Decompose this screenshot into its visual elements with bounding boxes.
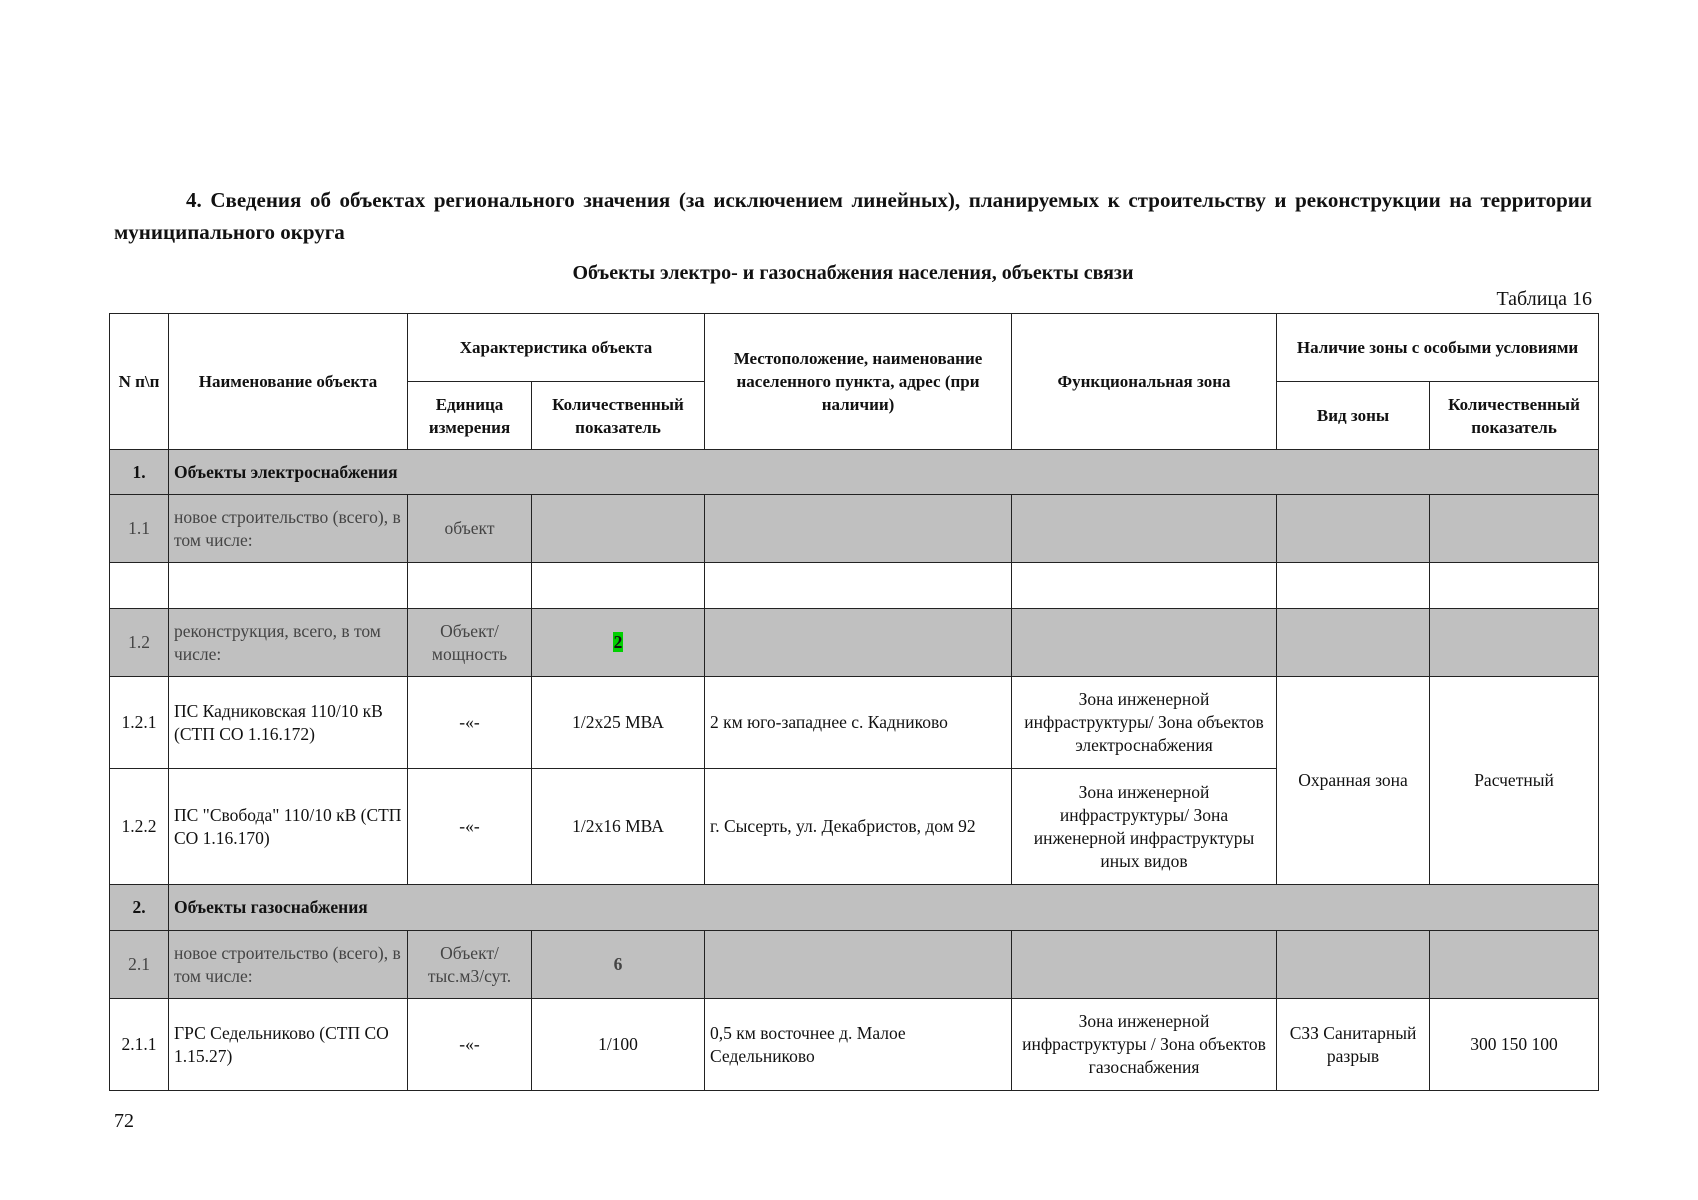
- row-num: 1.2.2: [110, 769, 169, 885]
- row-func-zone: Зона инженерной инфраструктуры/ Зона объектов электроснабжения: [1012, 677, 1277, 769]
- row-name: ГРС Седельниково (СТП СО 1.15.27): [169, 999, 408, 1091]
- row-zone-quantity: [1430, 609, 1599, 677]
- row-quantity: [532, 609, 705, 677]
- header-num: N п\п: [110, 314, 169, 450]
- highlighted-value: 2: [613, 632, 623, 652]
- empty-cell: [110, 563, 169, 609]
- row-zone-quantity: Расчетный: [1430, 677, 1599, 885]
- row-location: [705, 495, 1012, 563]
- row-name: ПС "Свобода" 110/10 кВ (СТП СО 1.16.170): [169, 769, 408, 885]
- row-location: [705, 931, 1012, 999]
- header-location: Местоположение, наименование населенного пункта, адрес (при наличии): [705, 314, 1012, 450]
- section-row-gas: [110, 885, 1599, 931]
- row-zone-type: Охранная зона: [1277, 677, 1430, 885]
- section-num: 1.: [110, 450, 169, 495]
- table-subheading: Объекты электро- и газоснабжения населения, объекты связи: [572, 262, 1134, 284]
- section-heading: 4. Сведения об объектах регионального значения (за исключением линейных), планируемых к строительству и реконструкции на территории муниципального округа: [114, 188, 1592, 244]
- row-quantity: 1/2х16 МВА: [532, 769, 705, 885]
- row-unit: -«-: [408, 769, 532, 885]
- row-num: 2.1.1: [110, 999, 169, 1091]
- row-zone-type: [1277, 931, 1430, 999]
- table-row: [110, 677, 1599, 769]
- section-title: Объекты электроснабжения: [169, 450, 1599, 495]
- row-quantity: 6: [532, 931, 705, 999]
- header-zone-type: Вид зоны: [1277, 382, 1430, 450]
- row-unit: Объект/ тыс.м3/сут.: [408, 931, 532, 999]
- row-location: г. Сысерть, ул. Декабристов, дом 92: [705, 769, 1012, 885]
- row-num: 1.1: [110, 495, 169, 563]
- section-num: 2.: [110, 885, 169, 931]
- row-func-zone: [1012, 495, 1277, 563]
- header-name: Наименование объекта: [169, 314, 408, 450]
- row-location: [705, 609, 1012, 677]
- row-unit: Объект/ мощность: [408, 609, 532, 677]
- row-quantity: 1/2х25 МВА: [532, 677, 705, 769]
- empty-cell: [1277, 563, 1430, 609]
- table-row: [110, 931, 1599, 999]
- row-name: ПС Кадниковская 110/10 кВ (СТП СО 1.16.172): [169, 677, 408, 769]
- empty-cell: [1012, 563, 1277, 609]
- row-num: 2.1: [110, 931, 169, 999]
- empty-cell: [1430, 563, 1599, 609]
- row-quantity: [532, 495, 705, 563]
- table-row-empty: [110, 563, 1599, 609]
- header-characteristic: Характеристика объекта: [408, 314, 705, 382]
- header-special-zone: Наличие зоны с особыми условиями: [1277, 314, 1599, 382]
- header-zone-quantity: Количественный показатель: [1430, 382, 1599, 450]
- empty-cell: [408, 563, 532, 609]
- row-quantity: 1/100: [532, 999, 705, 1091]
- row-zone-type: СЗЗ Санитарный разрыв: [1277, 999, 1430, 1091]
- header-func-zone: Функциональная зона: [1012, 314, 1277, 450]
- row-location: 0,5 км восточнее д. Малое Седельниково: [705, 999, 1012, 1091]
- objects-table: [109, 313, 1599, 1091]
- row-zone-type: [1277, 609, 1430, 677]
- empty-cell: [705, 563, 1012, 609]
- header-unit: Единица измерения: [408, 382, 532, 450]
- row-zone-quantity: [1430, 931, 1599, 999]
- section-row-electro: [110, 450, 1599, 495]
- header-row-1: [110, 314, 1599, 382]
- row-zone-type: [1277, 495, 1430, 563]
- row-name: новое строительство (всего), в том числе:: [169, 931, 408, 999]
- section-title: Объекты газоснабжения: [169, 885, 1599, 931]
- empty-cell: [532, 563, 705, 609]
- table-caption: Таблица 16: [1496, 288, 1592, 310]
- row-zone-quantity: [1430, 495, 1599, 563]
- row-unit: -«-: [408, 677, 532, 769]
- row-func-zone: [1012, 931, 1277, 999]
- row-unit: объект: [408, 495, 532, 563]
- row-func-zone: Зона инженерной инфраструктуры / Зона объектов газоснабжения: [1012, 999, 1277, 1091]
- row-func-zone: [1012, 609, 1277, 677]
- row-num: 1.2: [110, 609, 169, 677]
- row-location: 2 км юго-западнее с. Кадниково: [705, 677, 1012, 769]
- table-row: [110, 609, 1599, 677]
- row-name: новое строительство (всего), в том числе:: [169, 495, 408, 563]
- page-number: 72: [114, 1110, 134, 1132]
- empty-cell: [169, 563, 408, 609]
- row-zone-quantity: 300 150 100: [1430, 999, 1599, 1091]
- row-num: 1.2.1: [110, 677, 169, 769]
- row-unit: -«-: [408, 999, 532, 1091]
- table-row: [110, 999, 1599, 1091]
- row-name: реконструкция, всего, в том числе:: [169, 609, 408, 677]
- header-quantity: Количественный показатель: [532, 382, 705, 450]
- row-func-zone: Зона инженерной инфраструктуры/ Зона инженерной инфраструктуры иных видов: [1012, 769, 1277, 885]
- table-row: [110, 495, 1599, 563]
